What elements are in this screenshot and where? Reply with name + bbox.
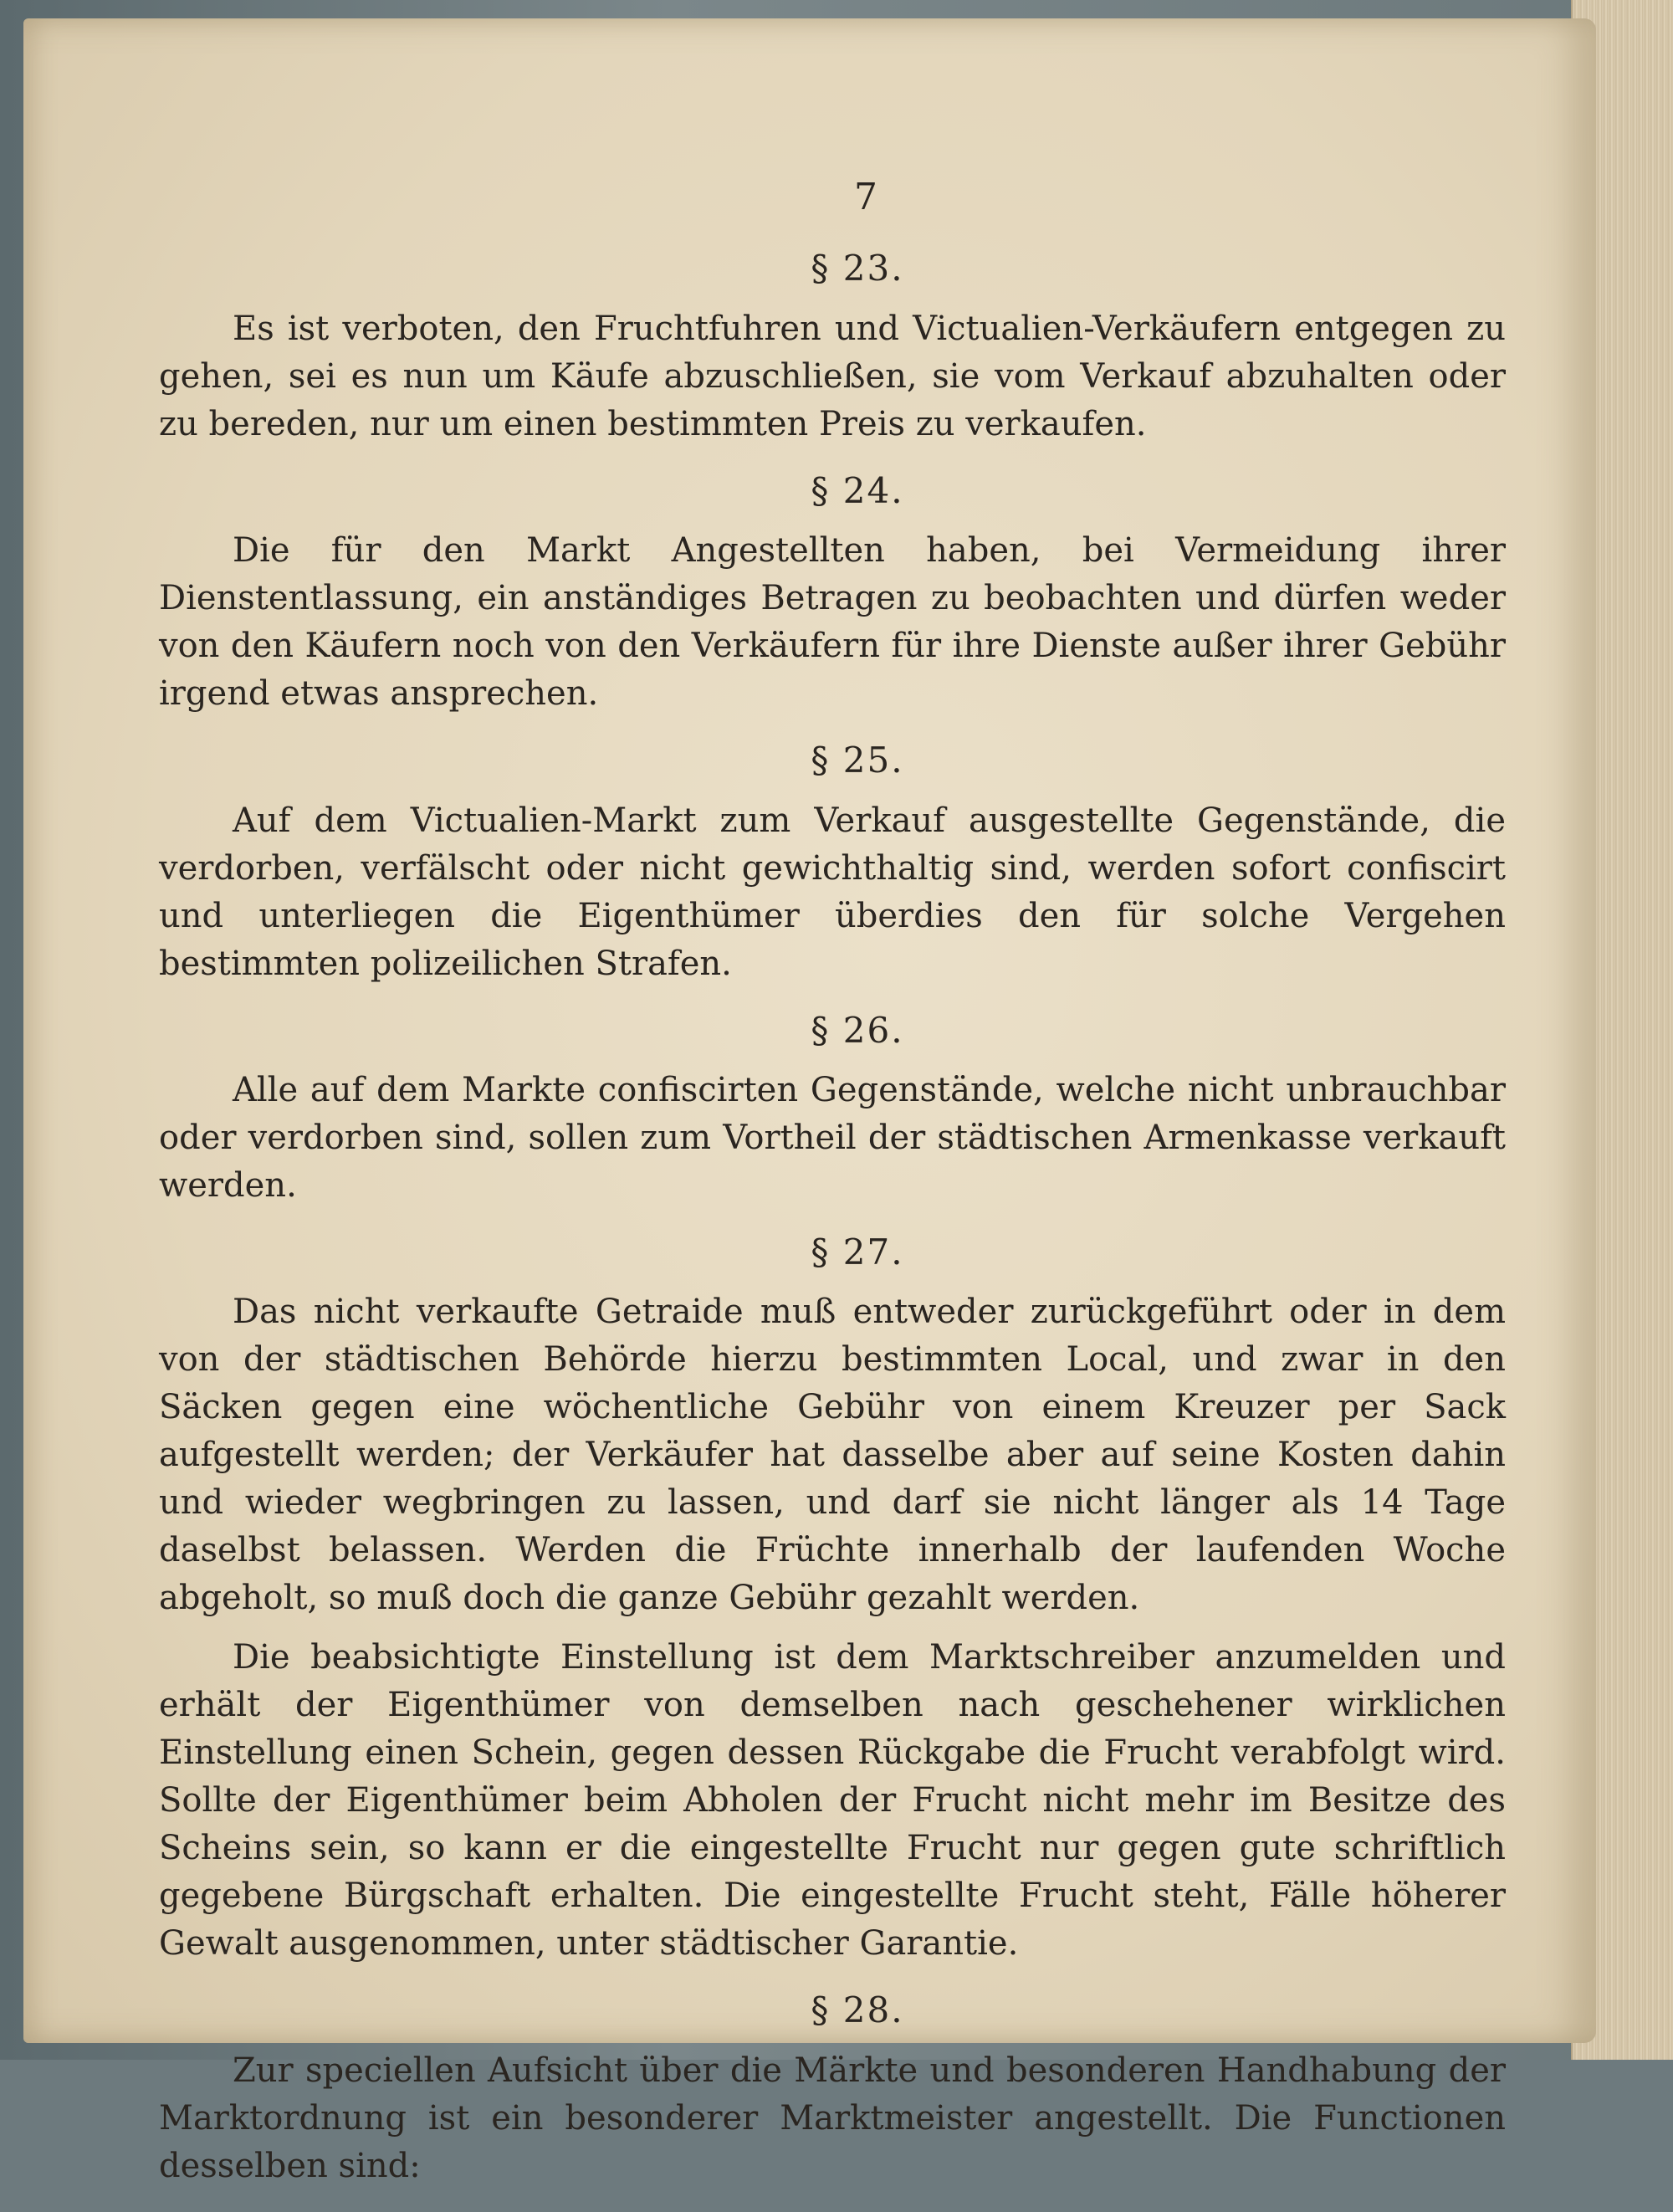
section-title: § 24. (811, 469, 904, 511)
section-26 (159, 1010, 1506, 1210)
section-28 (159, 1989, 1506, 2189)
section-23 (159, 248, 1506, 448)
section-title: § 23. (811, 248, 904, 289)
section-24 (159, 470, 1506, 718)
section-paragraph: Alle auf dem Markte confiscirten Gegenstände, welche nicht unbrauchbar oder verdorben sind, sollen zum Vortheil der städtischen Armenkasse verkauft werden. (159, 1070, 1506, 1205)
section-paragraph: Auf dem Victualien-Markt zum Verkauf ausgestellte Gegenstände, die verdorben, verfälscht oder nicht gewichthaltig sind, werden sofort confiscirt und unterliegen die Eigenthümer überdies den für solche Vergehen bestimmten polizeilichen Strafen. (159, 801, 1506, 983)
section-paragraph: Die beabsichtigte Einstellung ist dem Marktschreiber anzumelden und erhält der Eigenthümer von demselben nach geschehener wirklichen Einstellung einen Schein, gegen dessen Rückgabe die Frucht verabfolgt wird. Sollte der Eigenthümer beim Abholen der Frucht nicht mehr im Besitze des Scheins sein, so kann er die eingestellte Frucht nur gegen gute schriftlich gegebene Bürgschaft erhalten. Die eingestellte Frucht steht, Fälle höherer Gewalt ausgenommen, unter städtischer Garantie. (159, 1638, 1506, 1964)
section-title: § 26. (811, 1009, 904, 1051)
section-paragraph: Es ist verboten, den Fruchtfuhren und Victualien-Verkäufern entgegen zu gehen, sei es nun um Käufe abzuschließen, sie vom Verkauf abzuhalten oder zu bereden, nur um einen bestimmten Preis zu verkaufen. (159, 309, 1506, 443)
page-content (159, 177, 1506, 2212)
page-number: 7 (854, 176, 877, 218)
section-paragraph: Die für den Markt Angestellten haben, bei Vermeidung ihrer Dienstentlassung, ein anständiges Betragen zu beobachten und dürfen weder von den Käufern noch von den Verkäufern für ihre Dienste außer ihrer Gebühr irgend etwas ansprechen. (159, 531, 1506, 714)
section-paragraph: Das nicht verkaufte Getraide muß entweder zurückgeführt oder in dem von der städtischen Behörde hierzu bestimmten Local, und zwar in den Säcken gegen eine wöchentliche Gebühr von einem Kreuzer per Sack aufgestellt werden; der Verkäufer hat dasselbe aber auf seine Kosten dahin und wieder wegbringen zu lassen, und darf sie nicht länger als 14 Tage daselbst belassen. Werden die Früchte innerhalb der laufenden Woche abgeholt, so muß doch die ganze Gebühr gezahlt werden. (159, 1293, 1506, 1618)
section-27 (159, 1231, 1506, 1968)
section-title: § 27. (811, 1231, 904, 1272)
section-25 (159, 740, 1506, 987)
section-paragraph: Zur speciellen Aufsicht über die Märkte und besonderen Handhabung der Marktordnung ist ein besonderer Marktmeister angestellt. Die Functionen desselben sind: (159, 2051, 1506, 2185)
book-page (23, 18, 1596, 2185)
section-title: § 25. (811, 740, 904, 781)
section-title: § 28. (811, 1989, 904, 2031)
